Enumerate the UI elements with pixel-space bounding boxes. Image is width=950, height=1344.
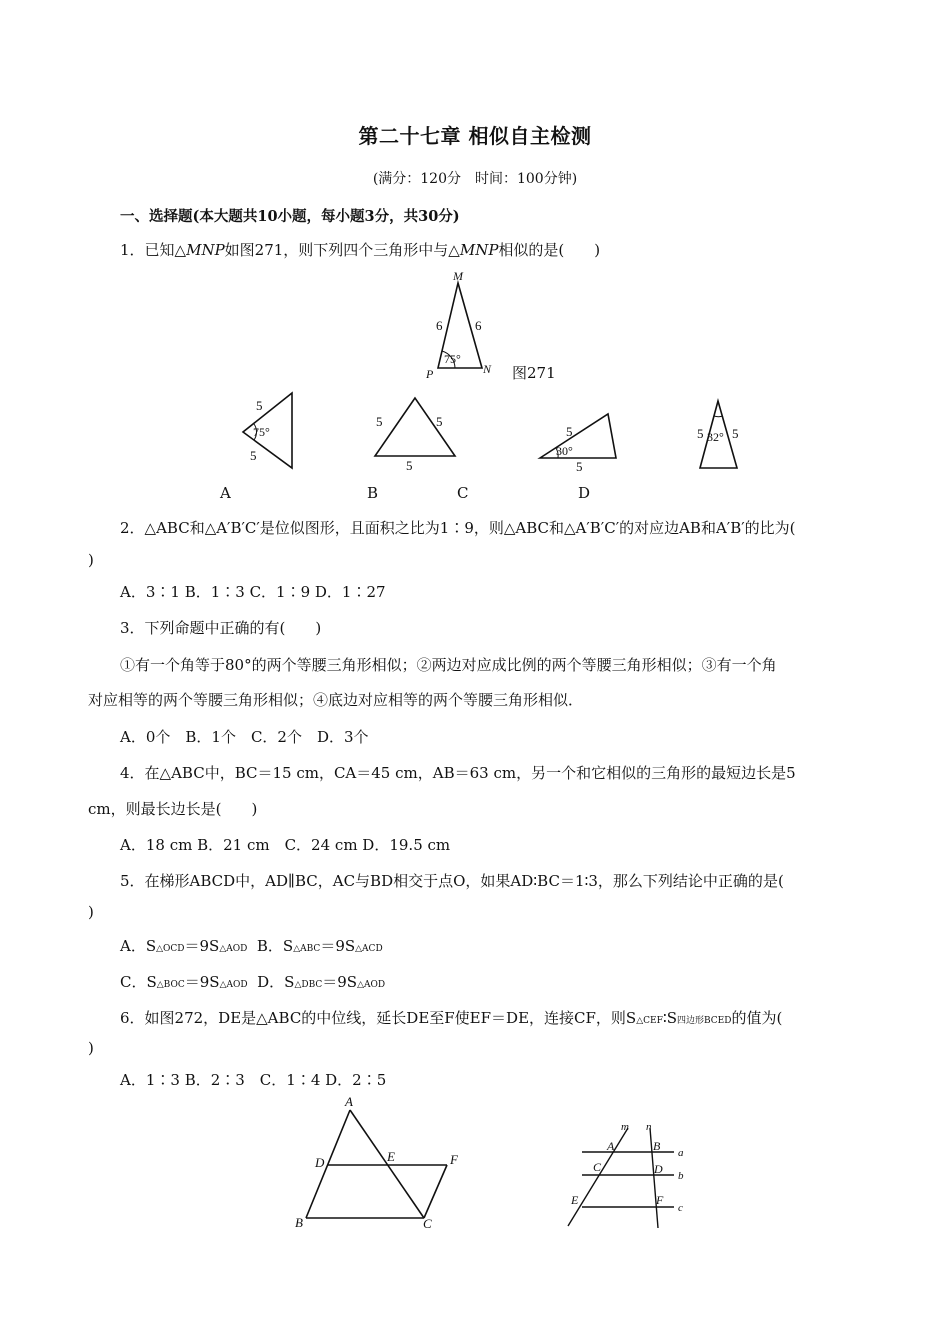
page-subtitle: (满分：120分 时间：100分钟) [372,171,578,187]
label-e-point: E [571,1193,579,1207]
question-6-line-2: ) [88,1039,94,1057]
side-right-6: 6 [475,318,482,333]
q5-opt-a-sub2: △AOD [219,944,248,954]
q6-text-a: 6．如图272，DE是△ABC的中位线，延长DE至F使EF＝DE，连接CF，则S [120,1009,637,1027]
label-a-point: A [607,1139,615,1153]
section-heading: 一、选择题(本大题共10小题，每小题3分，共30分) [120,208,460,225]
q5-opt-a-pre: A．S [120,937,157,955]
option-d-side-right: 5 [732,426,739,441]
q5-opt-c-pre: C．S [120,973,157,991]
question-6-options: A．1∶3 B．2∶3 C．1∶4 D．2∶5 [120,1071,387,1089]
label-line-c: c [678,1202,683,1214]
label-f: F [450,1152,458,1167]
triangle-c [540,414,616,458]
question-5-options-ab [120,936,383,959]
q5-opt-b-sub2: △ACD [355,944,383,954]
segment-ab [306,1110,350,1218]
question-4-options: A．18 cm B．21 cm C．24 cm D．19.5 cm [120,836,451,854]
label-b-point: B [653,1139,661,1153]
option-b-side-left: 5 [376,414,383,429]
q5-opt-b-mid: ＝9S [320,937,356,955]
option-a-triangle [238,390,318,480]
question-5-options-cd [120,972,385,995]
side-left-6: 6 [436,318,443,333]
option-a-angle: 75° [253,425,270,439]
label-line-a: a [678,1147,684,1159]
question-2-line-2: ) [88,551,94,569]
q1-mnp-1: MNP [186,241,225,259]
figure-271 [420,268,560,381]
q6-text-b: ∶S [662,1009,677,1027]
q1-text-b: 如图271，则下列四个三角形中与△ [224,241,460,259]
q1-text-c: 相似的是( ) [498,241,601,259]
line-m [568,1128,628,1226]
question-4-line-1: 4．在△ABC中，BC＝15 cm，CA＝45 cm，AB＝63 cm，另一个和它相似的三角形的最短边长是5 [120,764,796,782]
label-d-point: D [654,1162,663,1176]
segment-cf [424,1165,447,1218]
option-b-base: 5 [406,458,413,473]
option-label-a: A [220,484,231,502]
label-n: N [483,362,492,376]
label-e: E [387,1149,395,1164]
q5-opt-d-pre: D．S [257,973,295,991]
option-c-triangle [535,400,635,480]
option-c-angle: 30° [556,444,573,458]
q5-opt-c-sub2: △AOD [219,980,248,990]
q1-mnp-2: MNP [459,241,499,259]
figure-272 [290,1095,470,1235]
question-2-options: A．3∶1 B．1∶3 C．1∶9 D．1∶27 [120,583,386,601]
angle-75: 75° [444,352,461,366]
label-c-point: C [593,1160,602,1174]
triangle-b [375,398,455,456]
label-m: m [621,1121,629,1133]
label-c: C [423,1216,432,1231]
label-p: P [426,367,434,381]
page-title: 第二十七章 相似自主检测 [358,124,592,148]
option-b-triangle [368,390,468,473]
question-6-line-1 [120,1008,782,1031]
option-label-c: C [457,484,469,502]
label-f-point: F [656,1193,664,1207]
label-line-b: b [678,1170,684,1182]
question-1 [120,240,600,260]
question-3-line-2: ①有一个角等于80°的两个等腰三角形相似；②两边对应成比例的两个等腰三角形相似；③有一个角 [120,656,777,674]
question-3-options: A．0个 B．1个 C．2个 D．3个 [120,728,369,746]
question-3-line-1: 3．下列命题中正确的有( ) [120,619,322,637]
question-5-line-2: ) [88,903,94,921]
label-n: n [646,1121,652,1133]
label-b: B [295,1215,303,1230]
q5-opt-c-mid: ＝9S [184,973,220,991]
q5-opt-b-pre: B．S [256,937,294,955]
option-c-side-1: 5 [566,424,573,439]
question-4-line-2: cm，则最长边长是( ) [88,800,258,818]
question-3-line-3: 对应相等的两个等腰三角形相似；④底边对应相等的两个等腰三角形相似． [88,691,584,709]
label-m: M [453,269,463,283]
q6-sub-2: 四边形BCED [677,1016,732,1026]
segment-ac [350,1110,424,1218]
q5-opt-a-mid: ＝9S [184,937,220,955]
option-a-side-1: 5 [256,398,263,413]
q5-opt-d-sub1: △DBC [294,980,323,990]
option-d-side-left: 5 [697,426,704,441]
label-d: D [315,1155,325,1170]
option-b-side-right: 5 [436,414,443,429]
figure-271-caption: 图271 [512,364,556,382]
q5-opt-c-sub1: △BOC [156,980,185,990]
option-d-angle: 32° [707,430,724,444]
q5-opt-d-mid: ＝9S [322,973,358,991]
option-d-triangle [690,396,760,476]
question-5-line-1: 5．在梯形ABCD中，AD∥BC，AC与BD相交于点O，如果AD∶BC＝1∶3，那么下列结论中正确的是( [120,872,784,890]
q6-sub-1: △CEF [636,1016,663,1026]
q5-opt-a-sub1: △OCD [156,944,185,954]
option-label-d: D [578,484,591,502]
q6-text-c: 的值为( [731,1009,783,1027]
q5-opt-d-sub2: △AOD [357,980,386,990]
q1-text-a: 1．已知△ [120,241,187,259]
figure-parallel-lines [562,1118,702,1238]
question-2-line-1: 2．△ABC和△A′B′C′是位似图形，且面积之比为1∶9，则△ABC和△A′B′C′的对应边AB和A′B′的比为( [120,519,796,537]
q5-opt-b-sub1: △ABC [293,944,321,954]
option-a-side-2: 5 [250,448,257,463]
option-c-side-2: 5 [576,459,583,474]
angle-arc-d [714,416,723,417]
label-a: A [345,1094,353,1109]
option-label-b: B [367,484,379,502]
